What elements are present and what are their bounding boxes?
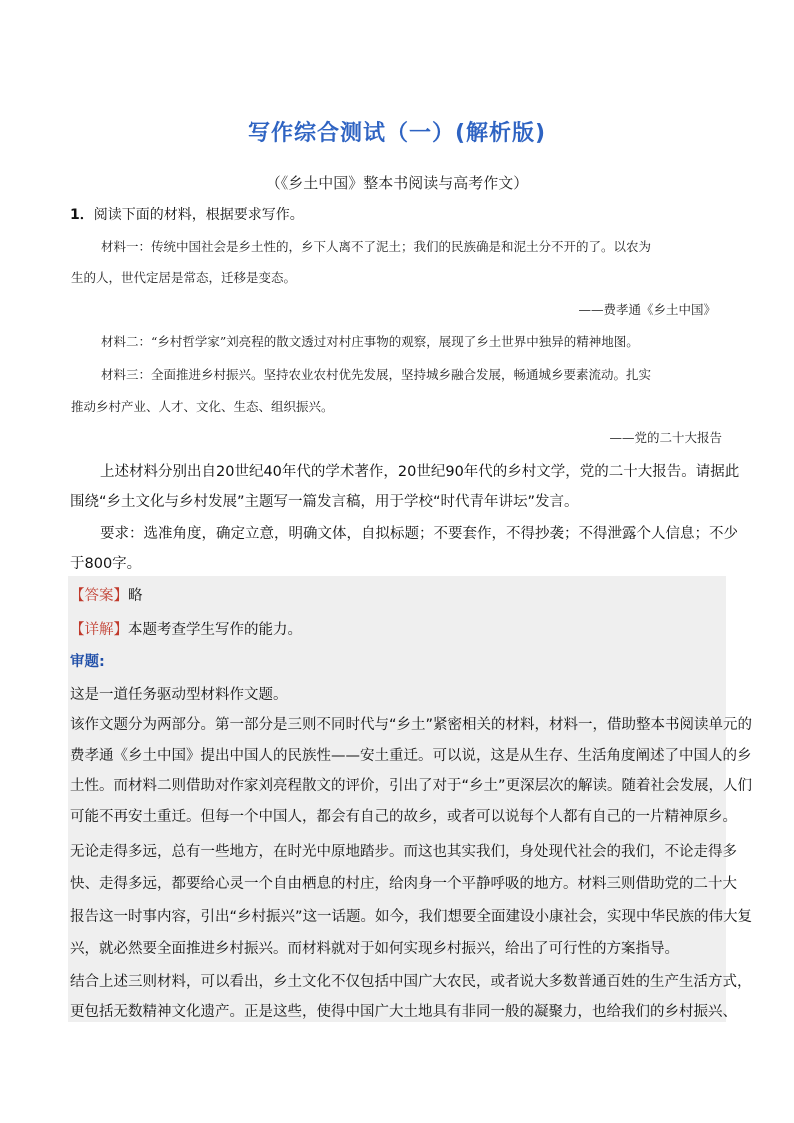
analysis-line: 报告这一时事内容，引出“乡村振兴”这一话题。如今，我们想要全面建设小康社会，实现中华民族的伟大复 xyxy=(70,909,753,925)
analysis-line: 费孝通《乡土中国》提出中国人的民族性——安土重迁。可以说，这是从生存、生活角度阐述了中国人的乡 xyxy=(70,748,752,764)
analysis-heading: 审题: xyxy=(70,654,105,670)
analysis-line: 该作文题分为两部分。第一部分是三则不同时代与“乡土”紧密相关的材料，材料一，借助整本书阅读单元的 xyxy=(70,717,753,733)
analysis-line: 无论走得多远，总有一些地方，在时光中原地踏步。而这也其实我们，身处现代社会的我们，不论走得多 xyxy=(70,844,737,860)
analysis-line: 这是一道任务驱动型材料作文题。 xyxy=(70,687,288,703)
material-line: 材料三：全面推进乡村振兴。坚持农业农村优先发展，坚持城乡融合发展，畅通城乡要素流动。扎实 xyxy=(101,367,652,382)
material-line: 生的人，世代定居是常态，迁移是变态。 xyxy=(71,270,297,285)
task-line: 要求：选准角度，确定立意，明确文体，自拟标题；不要套作，不得抄袭；不得泄露个人信息；不少 xyxy=(100,526,738,542)
detail-row xyxy=(70,618,302,639)
page-subtitle: （《乡土中国》整本书阅读与高考作文） xyxy=(265,174,529,192)
answer-text: 略 xyxy=(128,588,143,604)
task-line: 上述材料分别出自20世纪40年代的学术著作，20世纪90年代的乡村文学，党的二十大报告。请据此 xyxy=(100,464,740,480)
question-text: 阅读下面的材料，根据要求写作。 xyxy=(93,207,304,223)
material-attribution: ——党的二十大报告 xyxy=(609,430,722,445)
page-title: 写作综合测试（一）(解析版) xyxy=(247,121,547,146)
answer-row xyxy=(70,584,143,605)
analysis-line: 可能不再安土重迁。但每一个中国人，都会有自己的故乡，或者可以说每个人都有自己的一片精神原乡。 xyxy=(70,809,737,825)
detail-text: 本题考查学生写作的能力。 xyxy=(128,622,302,638)
analysis-line: 快、走得多远，都要给心灵一个自由栖息的村庄，给肉身一个平静呼吸的地方。材料三则借助党的二十大 xyxy=(70,876,737,892)
material-attribution: ——费孝通《乡土中国》 xyxy=(578,302,716,317)
analysis-line: 结合上述三则材料，可以看出，乡土文化不仅包括中国广大农民，或者说大多数普通百姓的生产生活方式， xyxy=(70,974,752,990)
analysis-line: 土性。而材料二则借助对作家刘亮程散文的评价，引出了对于“乡土”更深层次的解读。随着社会发展，人们 xyxy=(70,778,753,794)
detail-tag: 【详解】 xyxy=(70,622,128,638)
material-line: 材料二：“乡村哲学家”刘亮程的散文透过对村庄事物的观察，展现了乡土世界中独异的精神地图。 xyxy=(101,334,639,349)
analysis-line: 更包括无数精神文化遗产。正是这些，使得中国广大土地具有非同一般的凝聚力，也给我们的乡村振兴、 xyxy=(70,1004,737,1020)
answer-tag: 【答案】 xyxy=(70,588,128,604)
question-prompt xyxy=(70,204,304,224)
task-line: 围绕“乡土文化与乡村发展”主题写一篇发言稿，用于学校“时代青年讲坛”发言。 xyxy=(70,494,579,510)
analysis-line: 兴，就必然要全面推进乡村振兴。而材料就对于如何实现乡村振兴，给出了可行性的方案指导。 xyxy=(70,941,679,957)
question-number: 1． xyxy=(70,207,94,223)
task-line: 于800字。 xyxy=(70,556,142,572)
material-line: 推动乡村产业、人才、文化、生态、组织振兴。 xyxy=(71,399,334,414)
material-line: 材料一：传统中国社会是乡土性的，乡下人离不了泥土；我们的民族确是和泥土分不开的了。以农为 xyxy=(101,239,652,254)
